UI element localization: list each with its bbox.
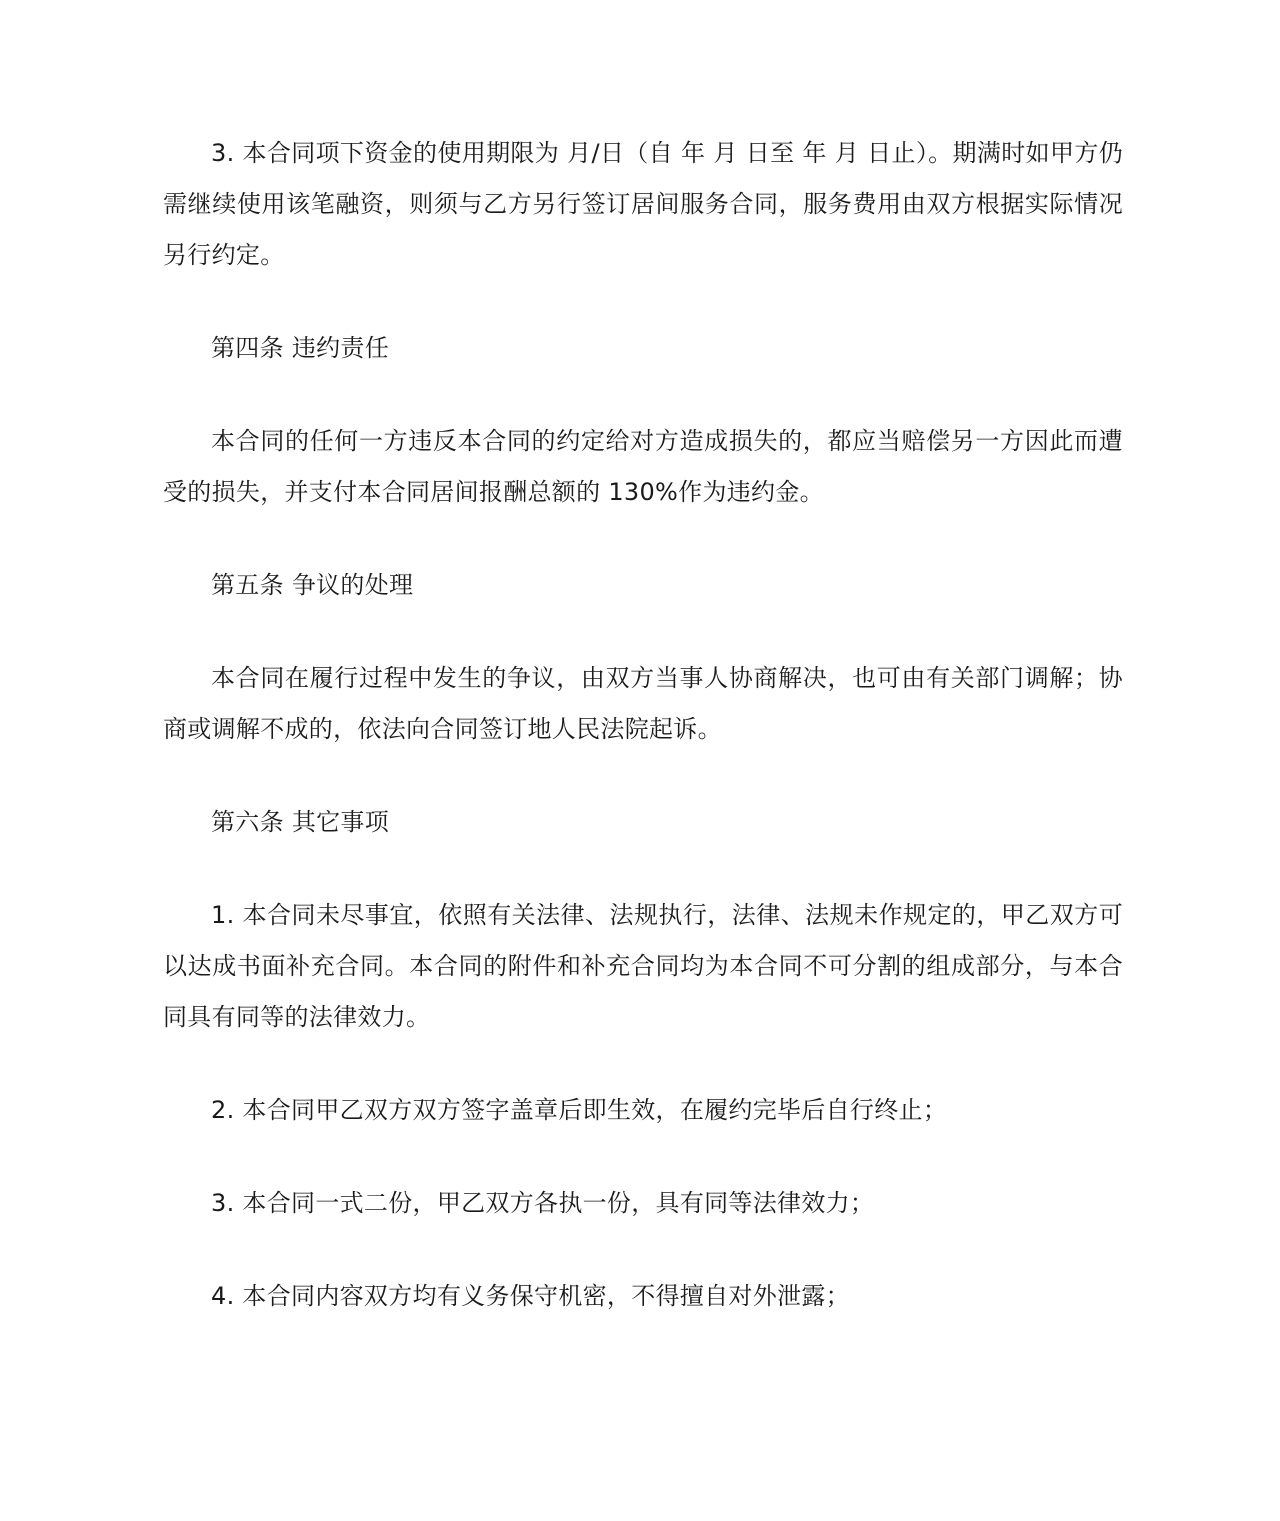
clause-3-usage-period: 3. 本合同项下资金的使用期限为 月/日（自 年 月 日至 年 月 日止）。期满时如甲方仍需继续使用该笔融资，则须与乙方另行签订居间服务合同，服务费用由双方根据实际情况另行约定。 bbox=[163, 139, 1123, 269]
article-5-body: 本合同在履行过程中发生的争议，由双方当事人协商解决，也可由有关部门调解；协商或调解不成的，依法向合同签订地人民法院起诉。 bbox=[163, 664, 1123, 743]
article-4-heading: 第四条 违约责任 bbox=[211, 334, 390, 362]
article-6-item-1: 1. 本合同未尽事宜，依照有关法律、法规执行，法律、法规未作规定的，甲乙双方可以达成书面补充合同。本合同的附件和补充合同均为本合同不可分割的组成部分，与本合同具有同等的法律效力。 bbox=[163, 901, 1123, 1031]
document-page bbox=[163, 128, 1123, 1322]
article-6-heading: 第六条 其它事项 bbox=[211, 808, 390, 836]
article-6-item-4: 4. 本合同内容双方均有义务保守机密，不得擅自对外泄露； bbox=[211, 1282, 850, 1310]
article-5-heading: 第五条 争议的处理 bbox=[211, 571, 414, 599]
article-6-item-2: 2. 本合同甲乙双方双方签字盖章后即生效，在履约完毕后自行终止； bbox=[211, 1096, 948, 1124]
article-6-item-3: 3. 本合同一式二份，甲乙双方各执一份，具有同等法律效力； bbox=[211, 1189, 875, 1217]
article-4-body: 本合同的任何一方违反本合同的约定给对方造成损失的，都应当赔偿另一方因此而遭受的损失，并支付本合同居间报酬总额的 130%作为违约金。 bbox=[163, 427, 1123, 506]
